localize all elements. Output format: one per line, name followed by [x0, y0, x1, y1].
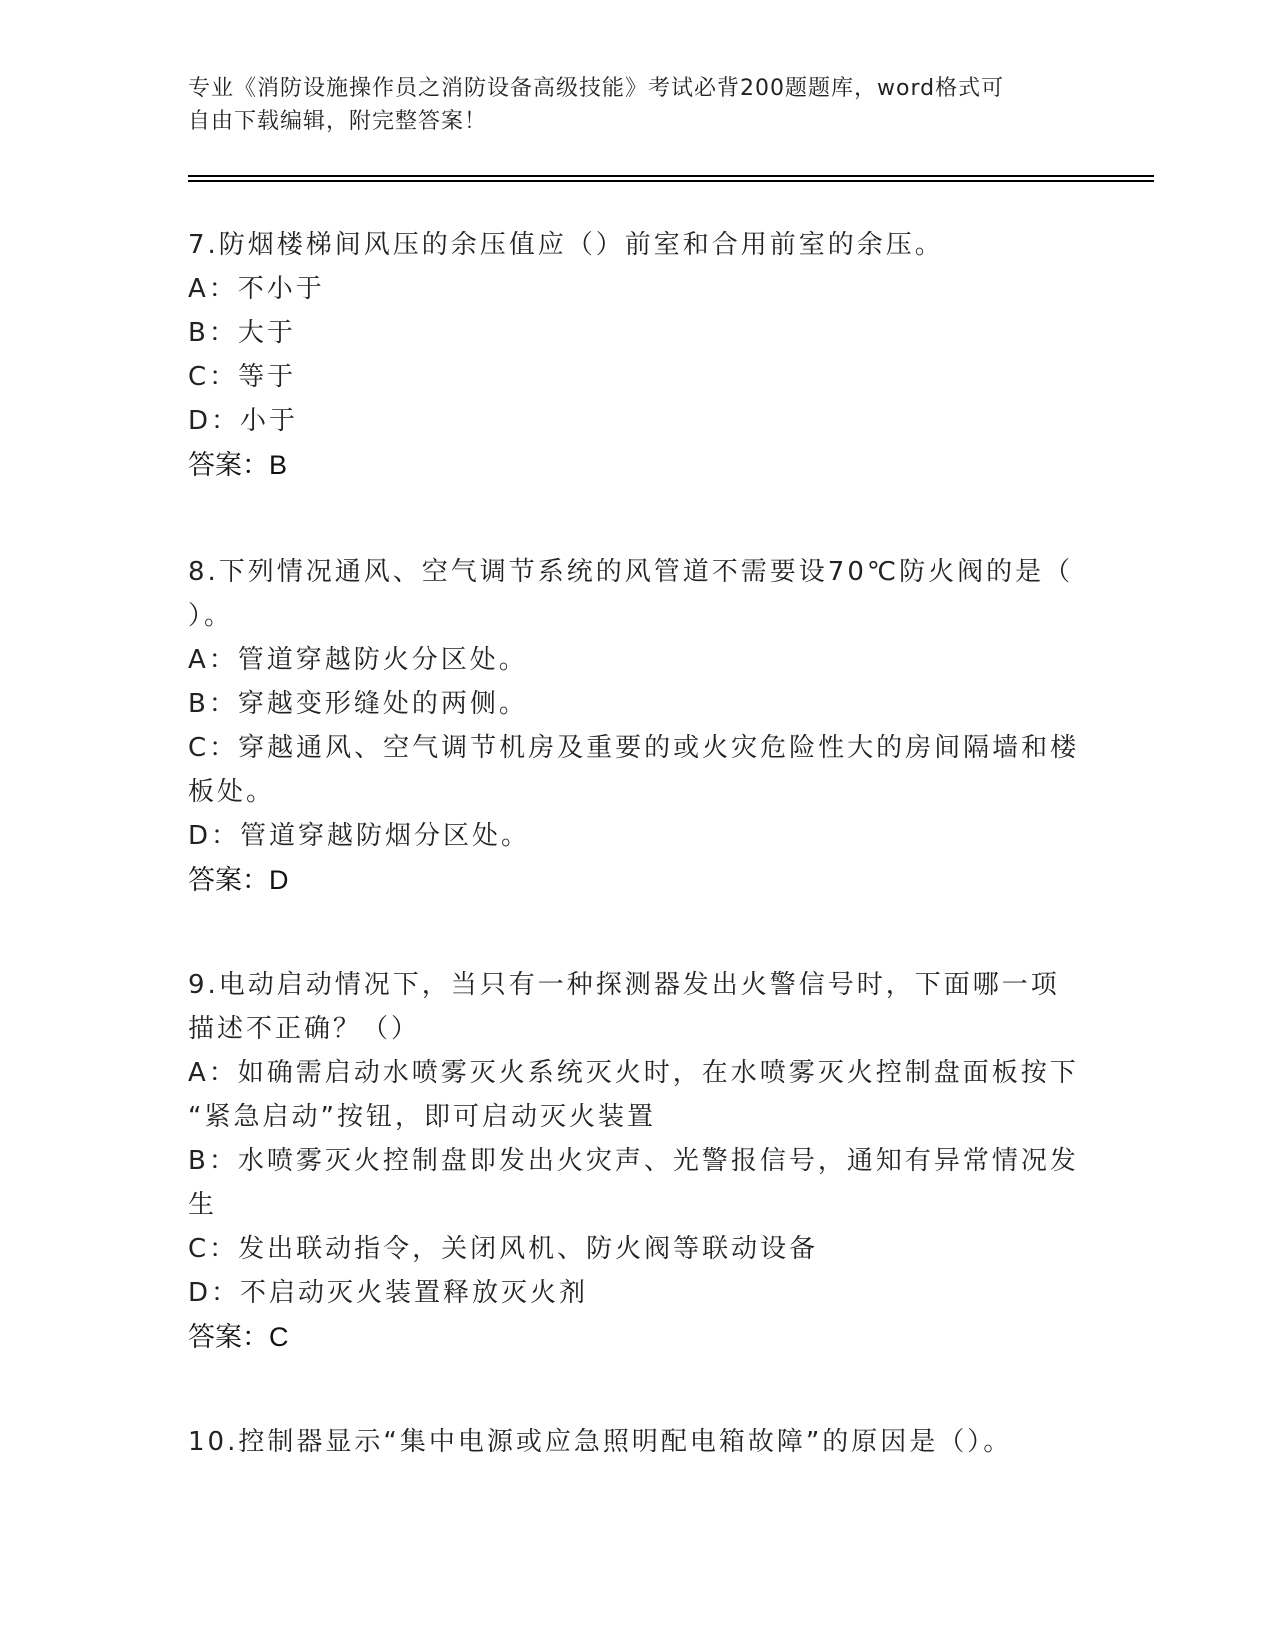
document-header	[188, 72, 1068, 138]
question-9-option-a-line-2: “紧急启动”按钮，即可启动灭火装置	[188, 1102, 656, 1132]
question-9-answer: 答案：C	[188, 1322, 289, 1352]
question-7-option-a: A：不小于	[188, 274, 325, 304]
question-9-option-b-line-2: 生	[188, 1190, 218, 1220]
question-8-option-d: D：管道穿越防烟分区处。	[188, 821, 531, 851]
question-8-stem-line-1: 8.下列情况通风、空气调节系统的风管道不需要设70℃防火阀的是（	[188, 557, 1074, 587]
question-8-option-a: A：管道穿越防火分区处。	[188, 645, 528, 675]
header-line-1: 专业《消防设施操作员之消防设备高级技能》考试必背200题题库，word格式可	[188, 76, 1005, 101]
header-divider-bottom	[188, 180, 1154, 182]
question-9-option-a-line-1: A：如确需启动水喷雾灭火系统灭火时，在水喷雾灭火控制盘面板按下	[188, 1058, 1079, 1088]
question-9-option-d: D：不启动灭火装置释放灭火剂	[188, 1278, 589, 1308]
question-8-stem-line-2: ）。	[188, 601, 234, 631]
question-7-option-b: B：大于	[188, 318, 296, 348]
question-7-option-c: C：等于	[188, 362, 297, 392]
question-8-option-c-line-2: 板处。	[188, 777, 276, 807]
header-line-2: 自由下载编辑，附完整答案！	[188, 109, 488, 134]
question-10-stem: 10.控制器显示“集中电源或应急照明配电箱故障”的原因是（）。	[188, 1427, 1013, 1457]
question-9-stem-line-1: 9.电动启动情况下，当只有一种探测器发出火警信号时，下面哪一项	[188, 970, 1060, 1000]
question-8-option-b: B：穿越变形缝处的两侧。	[188, 689, 528, 719]
question-8-answer: 答案：D	[188, 865, 289, 895]
header-divider-top	[188, 175, 1154, 177]
question-7-stem: 7.防烟楼梯间风压的余压值应（）前室和合用前室的余压。	[188, 230, 944, 260]
question-9-option-c: C：发出联动指令，关闭风机、防火阀等联动设备	[188, 1234, 819, 1264]
question-7-option-d: D：小于	[188, 406, 299, 436]
question-9-stem-line-2: 描述不正确？（）	[188, 1014, 421, 1044]
question-8-option-c-line-1: C：穿越通风、空气调节机房及重要的或火灾危险性大的房间隔墙和楼	[188, 733, 1080, 763]
question-7-answer: 答案：B	[188, 450, 288, 480]
question-9-option-b-line-1: B：水喷雾灭火控制盘即发出火灾声、光警报信号，通知有异常情况发	[188, 1146, 1079, 1176]
